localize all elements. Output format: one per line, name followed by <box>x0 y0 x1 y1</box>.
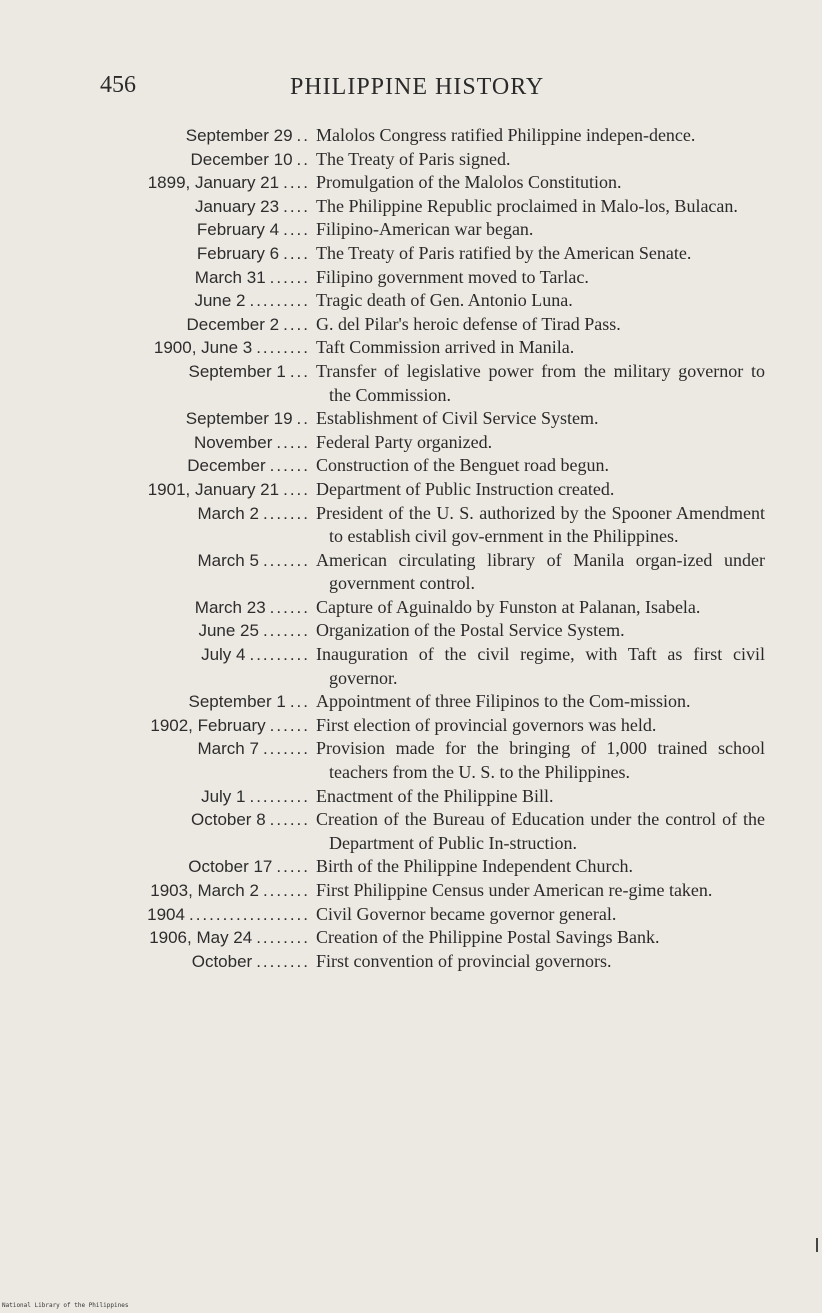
timeline-entry <box>0 218 822 242</box>
entry-event: Taft Commission arrived in Manila. <box>316 337 575 358</box>
entry-event: First convention of provincial governors. <box>316 950 612 971</box>
entry-event: Filipino-American war began. <box>316 219 534 240</box>
entry-date: 1903, March 2 ....... <box>150 881 310 900</box>
entry-date: 1900, June 3 ........ <box>153 338 310 358</box>
timeline-entry <box>0 808 822 855</box>
entry-date: November ..... <box>193 432 310 452</box>
entry-date: September 29 .. <box>185 126 310 145</box>
entry-date: June 2 ......... <box>194 291 310 311</box>
entry-event: Enactment of the Philippine Bill. <box>316 785 554 806</box>
entry-event: Tragic death of Gen. Antonio Luna. <box>316 290 573 311</box>
entry-date: March 2 ....... <box>197 503 310 523</box>
entry-date: February 4 .... <box>196 220 310 240</box>
timeline-entry <box>0 714 822 738</box>
entry-event: Filipino government moved to Tarlac. <box>316 266 589 287</box>
entry-date: June 25 ....... <box>198 621 310 641</box>
entry-event: Establishment of Civil Service System. <box>316 408 599 429</box>
entry-event: President of the U. S. authorized by the Spooner Amendment to establish civil gov-ernment in the Philippines. <box>316 502 765 547</box>
entry-date: December 2 .... <box>186 314 310 334</box>
entry-event: Transfer of legislative power from the military governor to the Commission. <box>316 360 765 405</box>
timeline-entry <box>0 454 822 478</box>
entry-event: Promulgation of the Malolos Constitution. <box>316 172 622 193</box>
entry-date: October 17 ..... <box>188 857 310 877</box>
page-title: PHILIPPINE HISTORY <box>290 74 545 100</box>
entry-event: Organization of the Postal Service System. <box>316 620 625 641</box>
timeline-entry <box>0 855 822 879</box>
entry-date: 1904 .................. <box>147 904 310 924</box>
entry-date: 1901, January 21 .... <box>147 479 310 499</box>
timeline-entry <box>0 549 822 596</box>
timeline-entry <box>0 690 822 714</box>
entry-event: The Philippine Republic proclaimed in Malo-los, Bulacan. <box>316 195 738 216</box>
entry-event: The Treaty of Paris ratified by the American Senate. <box>316 242 692 263</box>
timeline-entry <box>0 926 822 950</box>
entry-date: February 6 .... <box>196 243 310 263</box>
entry-event: Birth of the Philippine Independent Church. <box>316 856 633 877</box>
timeline-entry <box>0 950 822 974</box>
page-number: 456 <box>100 72 136 98</box>
timeline-entry <box>0 785 822 809</box>
entry-event: G. del Pilar's heroic defense of Tirad Pass. <box>316 313 621 334</box>
entry-date: March 31 ...... <box>194 267 310 287</box>
entry-date: September 19 .. <box>185 409 310 429</box>
entry-date: July 1 ......... <box>201 786 310 806</box>
entry-event: Construction of the Benguet road begun. <box>316 455 609 476</box>
entry-date: 1899, January 21 .... <box>147 173 310 193</box>
timeline-entry <box>0 879 822 903</box>
entry-date: October ........ <box>191 951 310 971</box>
entry-date: 1902, February ...... <box>150 715 310 735</box>
margin-mark <box>816 1238 818 1252</box>
entry-event: Federal Party organized. <box>316 431 493 452</box>
entry-event: Creation of the Bureau of Education under the control of the Department of Public In-struction. <box>316 809 765 853</box>
timeline-entry <box>0 266 822 290</box>
entry-event: Provision made for the bringing of 1,000 trained school teachers from the U. S. to the Philippines. <box>316 738 765 783</box>
entry-date: September 1 ... <box>188 692 310 712</box>
entry-event: Appointment of three Filipinos to the Com-mission. <box>316 691 691 712</box>
timeline-entry <box>0 148 822 172</box>
entry-event: The Treaty of Paris signed. <box>316 148 511 169</box>
entry-event: Inauguration of the civil regime, with Taft as first civil governor. <box>316 644 765 688</box>
timeline-entry <box>0 502 822 549</box>
entry-date: March 5 ....... <box>197 550 310 570</box>
timeline-entry <box>0 124 822 148</box>
entry-date: January 23 .... <box>194 196 310 216</box>
entry-event: Malolos Congress ratified Philippine indepen-dence. <box>316 125 696 145</box>
timeline-entry <box>0 242 822 266</box>
entry-event: Civil Governor became governor general. <box>316 903 617 924</box>
entry-event: First election of provincial governors was held. <box>316 714 657 735</box>
entry-event: Creation of the Philippine Postal Savings Bank. <box>316 927 660 948</box>
timeline-entry <box>0 737 822 784</box>
timeline-entry <box>0 407 822 431</box>
entry-date: October 8 ...... <box>191 810 310 830</box>
entry-event: Capture of Aguinaldo by Funston at Palanan, Isabela. <box>316 596 701 617</box>
entry-event: Department of Public Instruction created. <box>316 478 615 499</box>
entry-date: December 10 .. <box>190 149 310 169</box>
entry-event: American circulating library of Manila organ-ized under government control. <box>316 549 765 594</box>
timeline-entry <box>0 171 822 195</box>
entry-date: July 4 ......... <box>201 645 310 665</box>
timeline-entry <box>0 619 822 643</box>
entry-date: December ...... <box>187 456 310 476</box>
entry-event: First Philippine Census under American re-gime taken. <box>316 880 713 900</box>
timeline-entry <box>0 195 822 219</box>
timeline-entry <box>0 478 822 502</box>
timeline-entry <box>0 313 822 337</box>
timeline-entry <box>0 643 822 690</box>
entry-date: 1906, May 24 ........ <box>149 928 310 948</box>
timeline-entry <box>0 903 822 927</box>
library-credit: National Library of the Philippines <box>2 1302 129 1309</box>
timeline-entry <box>0 431 822 455</box>
timeline-entry <box>0 360 822 407</box>
entry-date: March 23 ...... <box>194 597 310 617</box>
timeline-entry <box>0 596 822 620</box>
entry-date: March 7 ....... <box>197 739 310 759</box>
timeline <box>0 124 822 973</box>
timeline-entry <box>0 289 822 313</box>
timeline-entry <box>0 336 822 360</box>
entry-date: September 1 ... <box>188 361 310 381</box>
